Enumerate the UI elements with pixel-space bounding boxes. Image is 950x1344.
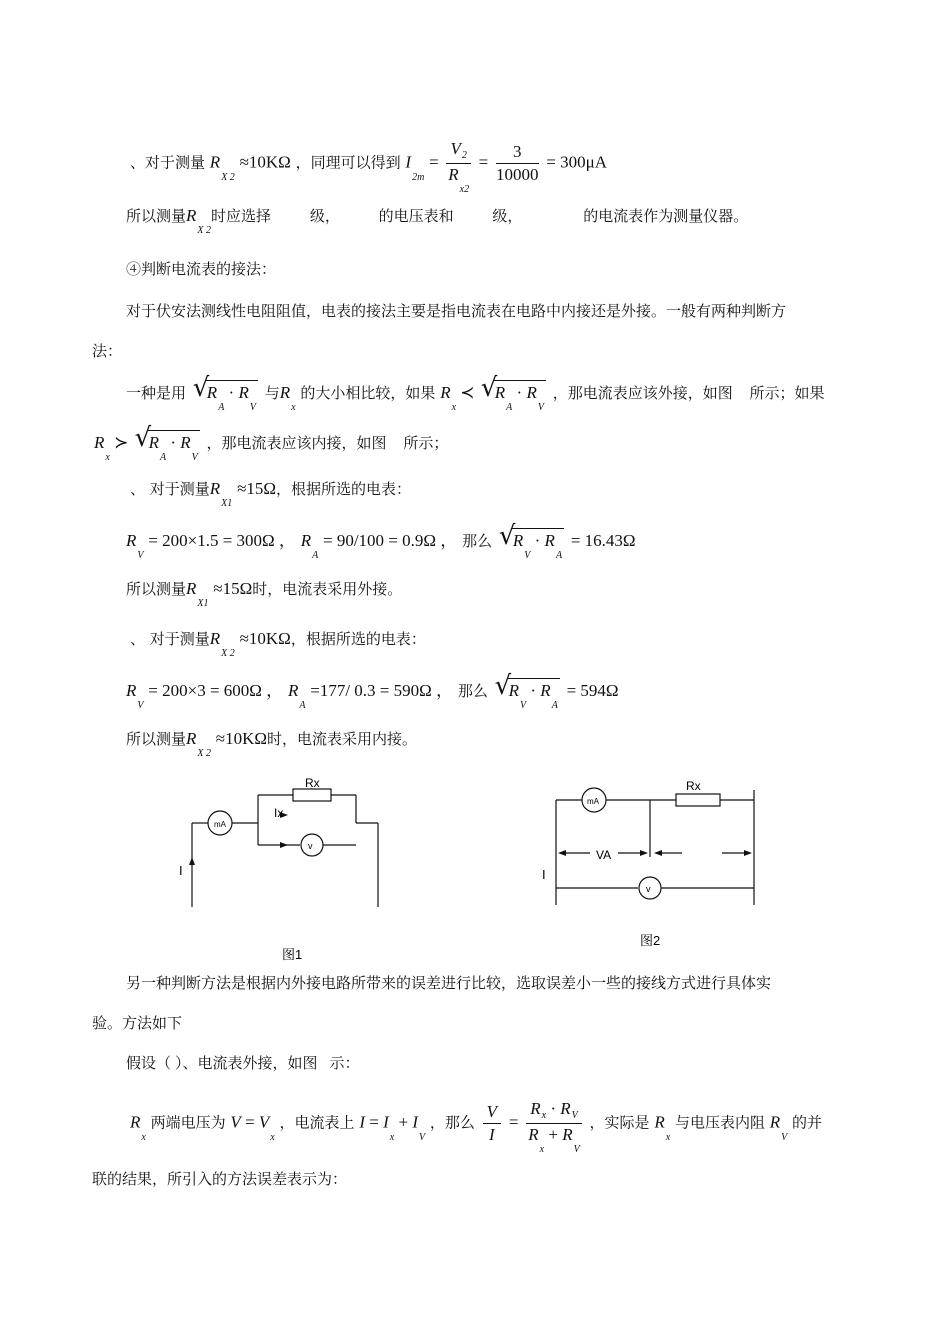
- paragraph: 另一种判断方法是根据内外接电路所带来的误差进行比较，选取误差小一些的接线方式进行具体实: [126, 974, 772, 992]
- line-conclusion-2: 所以测量$R_{X 2} \approx 10K\Omega$时，电流表采用内接。: [126, 729, 418, 759]
- line-calc-2: $R_V = 200\times 3 = 600\Omega$ ， $R_A =177/$ 0.3 = 590Ω ， 那么 √ $R_V \cdot R_A = 594\Omega$: [126, 671, 619, 711]
- value: = 594Ω: [566, 681, 619, 700]
- text: 示：: [329, 1054, 360, 1072]
- text: 级，: [492, 207, 523, 225]
- milliammeter-label: mA: [214, 820, 226, 829]
- value: = 300μA: [546, 152, 608, 172]
- text: ，那么: [429, 1113, 475, 1132]
- text: 的电压表和: [378, 207, 454, 225]
- value: ≈10KΩ: [239, 152, 291, 172]
- value: = 16.43Ω: [570, 531, 636, 550]
- value: =177/ 0.3 = 590Ω ，: [310, 681, 454, 700]
- value: ≈10KΩ: [239, 629, 291, 648]
- text: 所以测量: [126, 580, 187, 598]
- text: ，根据所选的电表：: [276, 480, 412, 498]
- paragraph: 对于伏安法测线性电阻阻值，电表的接法主要是指电流表在电路中内接还是外接。一般有两种判断方: [126, 302, 787, 320]
- text: ，电流表上: [279, 1113, 355, 1132]
- line-conclusion-1: 所以测量$R_{X1} \approx 15\Omega$时，电流表采用外接。: [126, 579, 403, 609]
- text: 假设（: [126, 1054, 172, 1072]
- paragraph: 验。方法如下: [92, 1014, 183, 1032]
- paragraph: 联的结果，所引入的方法误差表示为：: [92, 1170, 348, 1188]
- voltage-va-label: VA: [596, 848, 612, 862]
- line-compare-inner: $R_x$ ≻ √ $R_A \cdot R_V$ ，那电流表应该内接，如图 所示；: [94, 423, 449, 463]
- value: ≈15Ω: [213, 579, 253, 598]
- text: 所以测量: [126, 730, 187, 748]
- figure-1-circuit: [170, 775, 400, 965]
- value: = 90/100 = 0.9Ω ，: [323, 531, 458, 550]
- text: ）、电流表外接，如图: [175, 1054, 318, 1072]
- text: 那么: [457, 682, 488, 700]
- text: 与电压表内阻: [674, 1113, 765, 1132]
- line-rx2: 、 对于测量$R_{X 2} \approx 10K\Omega$，根据所选的电表：: [130, 629, 426, 659]
- figure-caption: 图1: [282, 947, 303, 962]
- section-heading: ④判断电流表的接法：: [126, 260, 277, 278]
- text: ，实际是: [589, 1113, 650, 1132]
- text: 那么: [462, 532, 493, 550]
- value: = 200×1.5 = 300Ω ，: [148, 531, 296, 550]
- paragraph: 法：: [92, 342, 123, 360]
- text: 时，电流表采用外接。: [252, 580, 403, 598]
- text: 两端电压为: [150, 1113, 226, 1132]
- fraction: $\frac{R_x \cdot R_V}{R_x + R_V}$: [526, 1098, 582, 1149]
- figure-2-circuit: [540, 775, 780, 960]
- text: ，那电流表应该外接，如图: [552, 384, 733, 402]
- text: 的电流表作为测量仪器。: [583, 207, 749, 225]
- text: 、 对于测量: [130, 630, 210, 648]
- value: = 200×3 = 600Ω ，: [148, 681, 284, 700]
- line-calc-1: $R_V = 200\times 1.5 = 300\Omega$ ， $R_A = 90/100 = 0.9\Omega$ ， 那么 √ $R_V \cdot R_A = 16.43\Omega$: [126, 521, 636, 561]
- resistor-label: Rx: [686, 779, 701, 793]
- fraction: $\frac{V_2}{R_{x2}}$: [448, 139, 470, 195]
- text: 所示；如果: [749, 384, 825, 402]
- line-compare: 一种是用 √ $R_A \cdot R_V$ 与$R_x$ 的大小相比较，如果 $R_x$ ≺ √ $R_A \cdot R_V$ ，那电流表应该外接，如图 所示；如果: [126, 373, 825, 413]
- line-assume: [126, 1052, 360, 1074]
- current-i-label: I: [179, 863, 183, 878]
- milliammeter-label: mA: [587, 797, 599, 806]
- text: ，那电流表应该内接，如图: [206, 434, 387, 452]
- text: 、 对于测量: [130, 480, 210, 498]
- current-i-label: I: [542, 867, 546, 882]
- line-rx1: 、 对于测量$R_{X1} \approx 15\Omega$，根据所选的电表：: [130, 479, 412, 509]
- line-parallel-formula: $R_x$ 两端电压为 $V = V_x$ ，电流表上 $I = I_x + I_V$ ，那么 $\frac{V}{I}$ = $\frac{R_x \cdot R_V}{R_x + R_V}$ ，实际是 $R_x$ 与电压表内阻 $R_V$ 的并: [130, 1099, 823, 1155]
- text: 的大小相比较，如果: [300, 384, 436, 402]
- voltmeter-label: v: [646, 884, 651, 894]
- text: ，同理可以得到: [295, 153, 401, 172]
- value: ≈15Ω: [237, 479, 277, 498]
- resistor-label: Rx: [305, 776, 320, 790]
- text: 时应选择: [211, 207, 272, 225]
- line-select-meters: 所以测量$R_{X 2}$时应选择 级， 的电压表和 级， 的电流表作为测量仪器。: [126, 206, 749, 236]
- text: 一种是用: [126, 384, 187, 402]
- voltmeter-label: v: [308, 841, 313, 851]
- text: 级，: [309, 207, 340, 225]
- text: 、对于测量: [130, 153, 206, 172]
- fraction: $\frac{V}{I}$: [483, 1101, 501, 1146]
- text: 所示；: [403, 434, 449, 452]
- current-ix-label: Ix: [274, 806, 284, 820]
- text: 时，电流表采用内接。: [267, 730, 418, 748]
- fraction: $\frac{3}{10000}$: [496, 142, 539, 184]
- value: ≈10KΩ: [215, 729, 268, 748]
- text: 所以测量: [126, 207, 187, 225]
- text: 的并: [792, 1113, 823, 1132]
- figure-caption: 图2: [640, 933, 661, 948]
- text: ，根据所选的电表：: [290, 630, 426, 648]
- line-rx2-current: 、对于测量 $R_{X 2} \approx 10K\Omega$ ，同理可以得到 $I_{2m}$ = $\frac{V_2}{R_{x2}}$ = $\frac{3}{10000}$ = 300μA: [130, 139, 608, 195]
- text: 与: [264, 384, 280, 402]
